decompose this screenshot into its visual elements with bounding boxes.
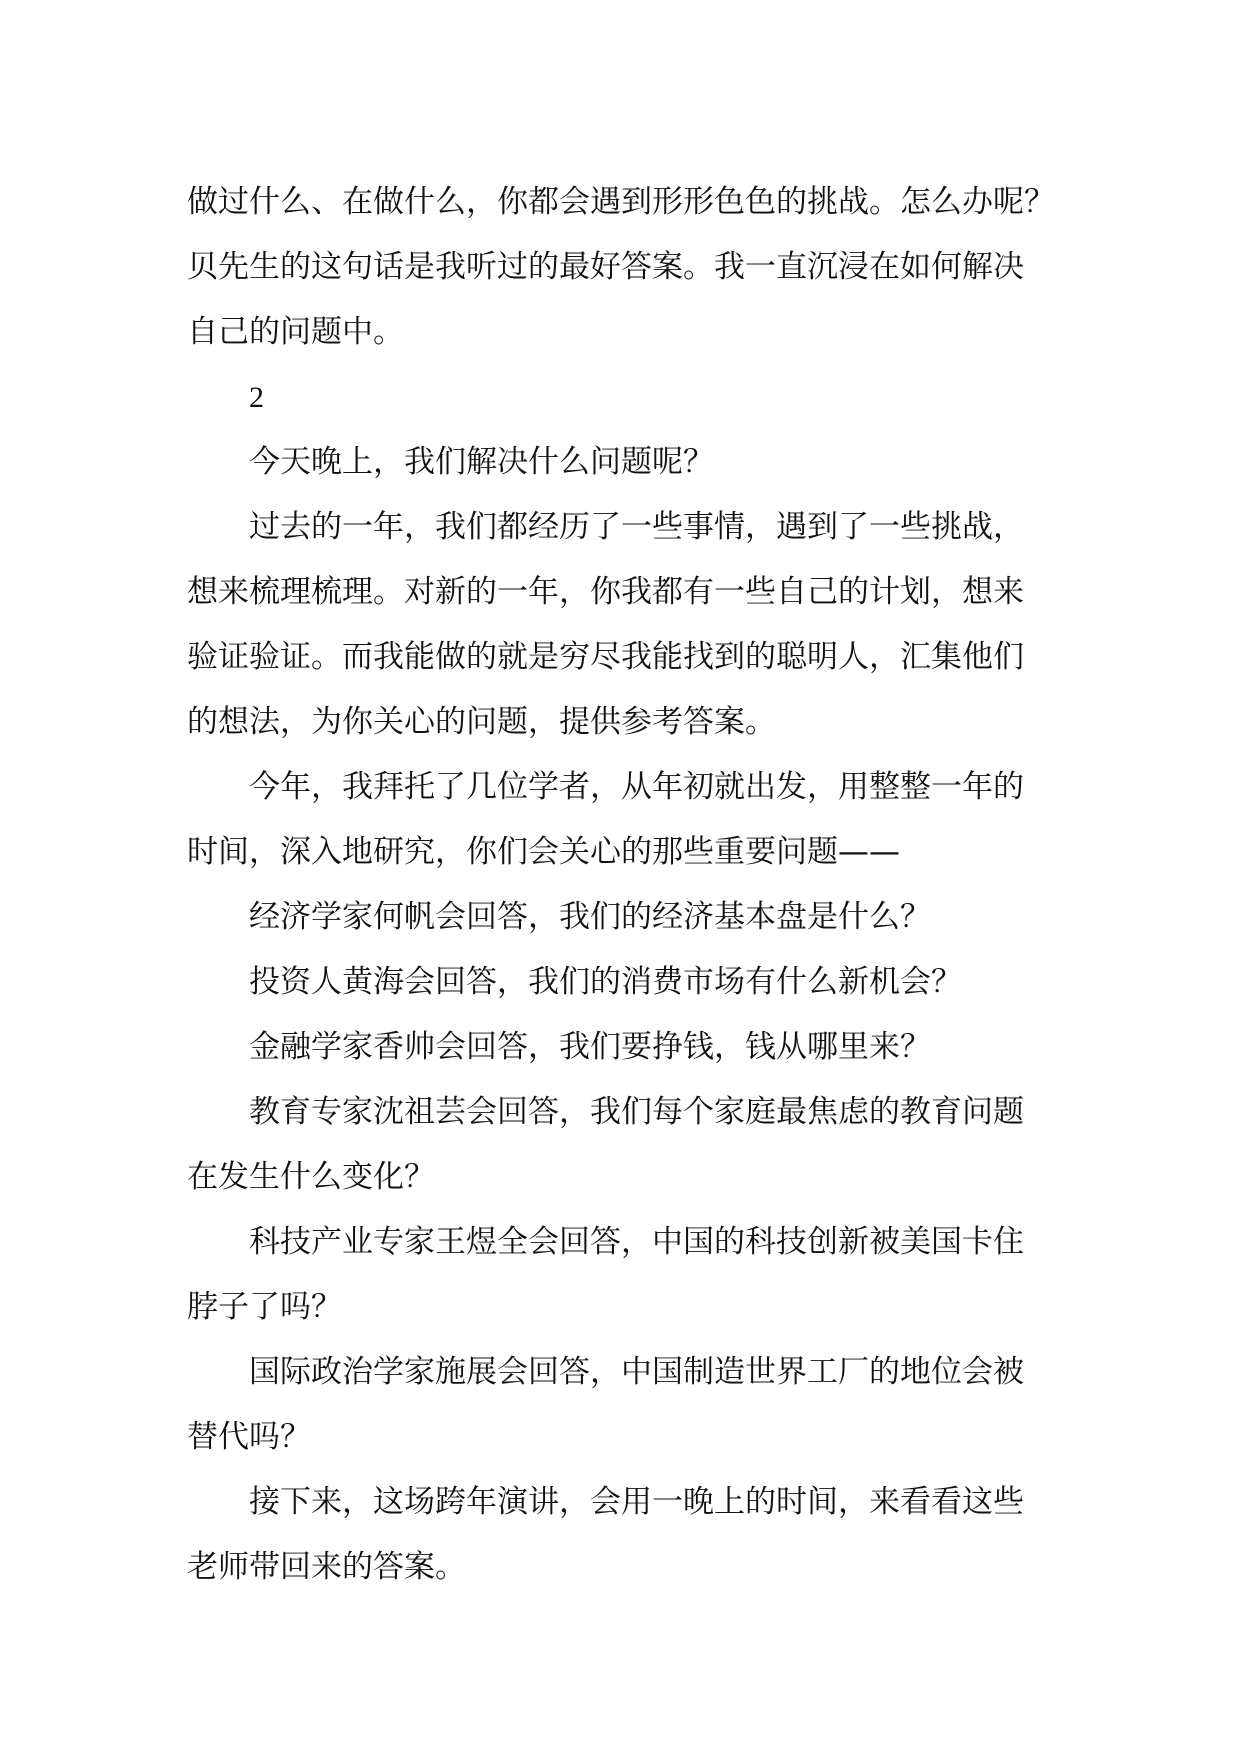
text-line: 做过什么、在做什么，你都会遇到形形色色的挑战。怎么办呢？ — [187, 184, 1055, 220]
document-body — [187, 170, 1057, 1600]
text-line: 今年，我拜托了几位学者，从年初就出发，用整整一年的 — [249, 769, 1024, 805]
text-line: 金融学家香帅会回答，我们要挣钱，钱从哪里来？ — [249, 1029, 931, 1065]
text-line: 教育专家沈祖芸会回答，我们每个家庭最焦虑的教育问题 — [249, 1094, 1024, 1130]
text-line: 投资人黄海会回答，我们的消费市场有什么新机会？ — [249, 964, 962, 1000]
text-line: 自己的问题中。 — [187, 314, 404, 350]
text-line: 国际政治学家施展会回答，中国制造世界工厂的地位会被 — [249, 1354, 1024, 1390]
text-line: 在发生什么变化？ — [187, 1159, 435, 1195]
text-line: 过去的一年，我们都经历了一些事情，遇到了一些挑战， — [249, 509, 1024, 545]
text-line: 老师带回来的答案。 — [187, 1549, 466, 1585]
text-line: 科技产业专家王煜全会回答，中国的科技创新被美国卡住 — [249, 1224, 1024, 1260]
text-line: 贝先生的这句话是我听过的最好答案。我一直沉浸在如何解决 — [187, 249, 1024, 285]
text-line: 想来梳理梳理。对新的一年，你我都有一些自己的计划，想来 — [187, 574, 1024, 610]
text-line: 时间，深入地研究，你们会关心的那些重要问题—— — [187, 834, 900, 870]
section-number: 2 — [249, 381, 264, 414]
text-line: 接下来，这场跨年演讲，会用一晚上的时间，来看看这些 — [249, 1484, 1024, 1520]
text-line: 验证验证。而我能做的就是穷尽我能找到的聪明人，汇集他们 — [187, 639, 1024, 675]
text-line: 的想法，为你关心的问题，提供参考答案。 — [187, 704, 776, 740]
text-line: 脖子了吗？ — [187, 1289, 342, 1325]
text-line: 替代吗？ — [187, 1419, 311, 1455]
text-line: 今天晚上，我们解决什么问题呢？ — [249, 444, 714, 480]
text-line: 经济学家何帆会回答，我们的经济基本盘是什么？ — [249, 899, 931, 935]
